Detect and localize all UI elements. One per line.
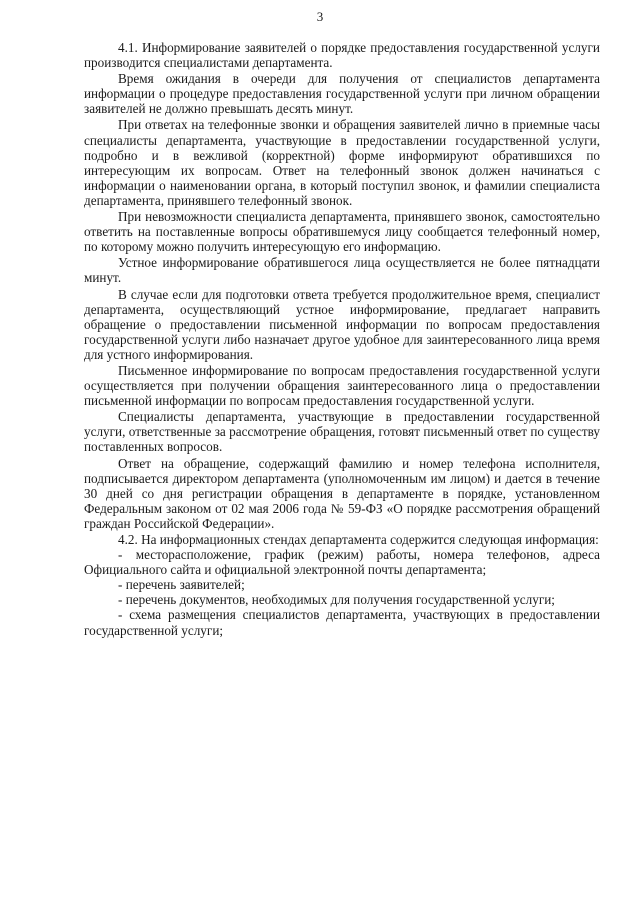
list-item-applicants: - перечень заявителей; — [118, 577, 245, 593]
list-item-documents: - перечень документов, необходимых для получения государственной услуги; — [118, 592, 555, 608]
list-item-location: - месторасположение, график (режим) работы, номера телефонов, адреса Официального сайта и официальной электронной почты департамента; — [84, 547, 600, 578]
paragraph-phone-answers: При ответах на телефонные звонки и обращения заявителей лично в приемные часы специалисты департамента, участвующие в предоставлении государственной услуги, подробно и в вежливой (корректной) форме информируют обратившихся по интересующим их вопросам. Ответ на телефонный звонок должен начинаться с информации о наименовании органа, в который поступил звонок, и фамилии специалиста департамента, принявшего телефонный звонок. — [84, 117, 600, 208]
paragraph-written-info: Письменное информирование по вопросам предоставления государственной услуги осуществляется при получении обращения заинтересованного лица о предоставлении письменной информации по вопросам предоставления государственной услуги. — [84, 362, 600, 409]
document-body — [84, 40, 600, 638]
page-number: 3 — [316, 9, 324, 24]
paragraph-4-2: 4.2. На информационных стендах департамента содержится следующая информация: — [118, 532, 599, 547]
paragraph-4-1: 4.1. Информирование заявителей о порядке предоставления государственной услуги производится специалистами департамента. — [84, 40, 600, 71]
paragraph-answer-signing: Ответ на обращение, содержащий фамилию и номер телефона исполнителя, подписывается директором департамента (уполномоченным им лицом) и дается в течение 30 дней со дня регистрации обращения в департаменте в порядке, установленном Федеральным законом от 02 мая 2006 года № 59-ФЗ «О порядке рассмотрения обращений граждан Российской Федерации». — [84, 455, 600, 531]
paragraph-long-preparation: В случае если для подготовки ответа требуется продолжительное время, специалист департамента, осуществляющий устное информирование, предлагает направить обращение о предоставлении письменной информации по вопросам предоставления государственной услуги либо назначает другое удобное для заинтересованного лица время для устного информирования. — [84, 286, 600, 362]
paragraph-oral-duration: Устное информирование обратившегося лица осуществляется не более пятнадцати минут. — [84, 255, 600, 286]
paragraph-cannot-answer: При невозможности специалиста департамента, принявшего звонок, самостоятельно ответить на поставленные вопросы обратившемуся лицу сообщается телефонный номер, по которому можно получить интересующую его информацию. — [84, 209, 600, 255]
paragraph-specialists-answer: Специалисты департамента, участвующие в предоставлении государственной услуги, ответственные за рассмотрение обращения, готовят письменный ответ по существу поставленных вопросов. — [84, 409, 600, 455]
paragraph-waiting-time: Время ожидания в очереди для получения от специалистов департамента информации о процедуре предоставления государственной услуги при личном обращении заявителей не должно превышать десять минут. — [84, 71, 600, 117]
list-item-placement-scheme: - схема размещения специалистов департамента, участвующих в предоставлении государственной услуги; — [84, 607, 600, 638]
